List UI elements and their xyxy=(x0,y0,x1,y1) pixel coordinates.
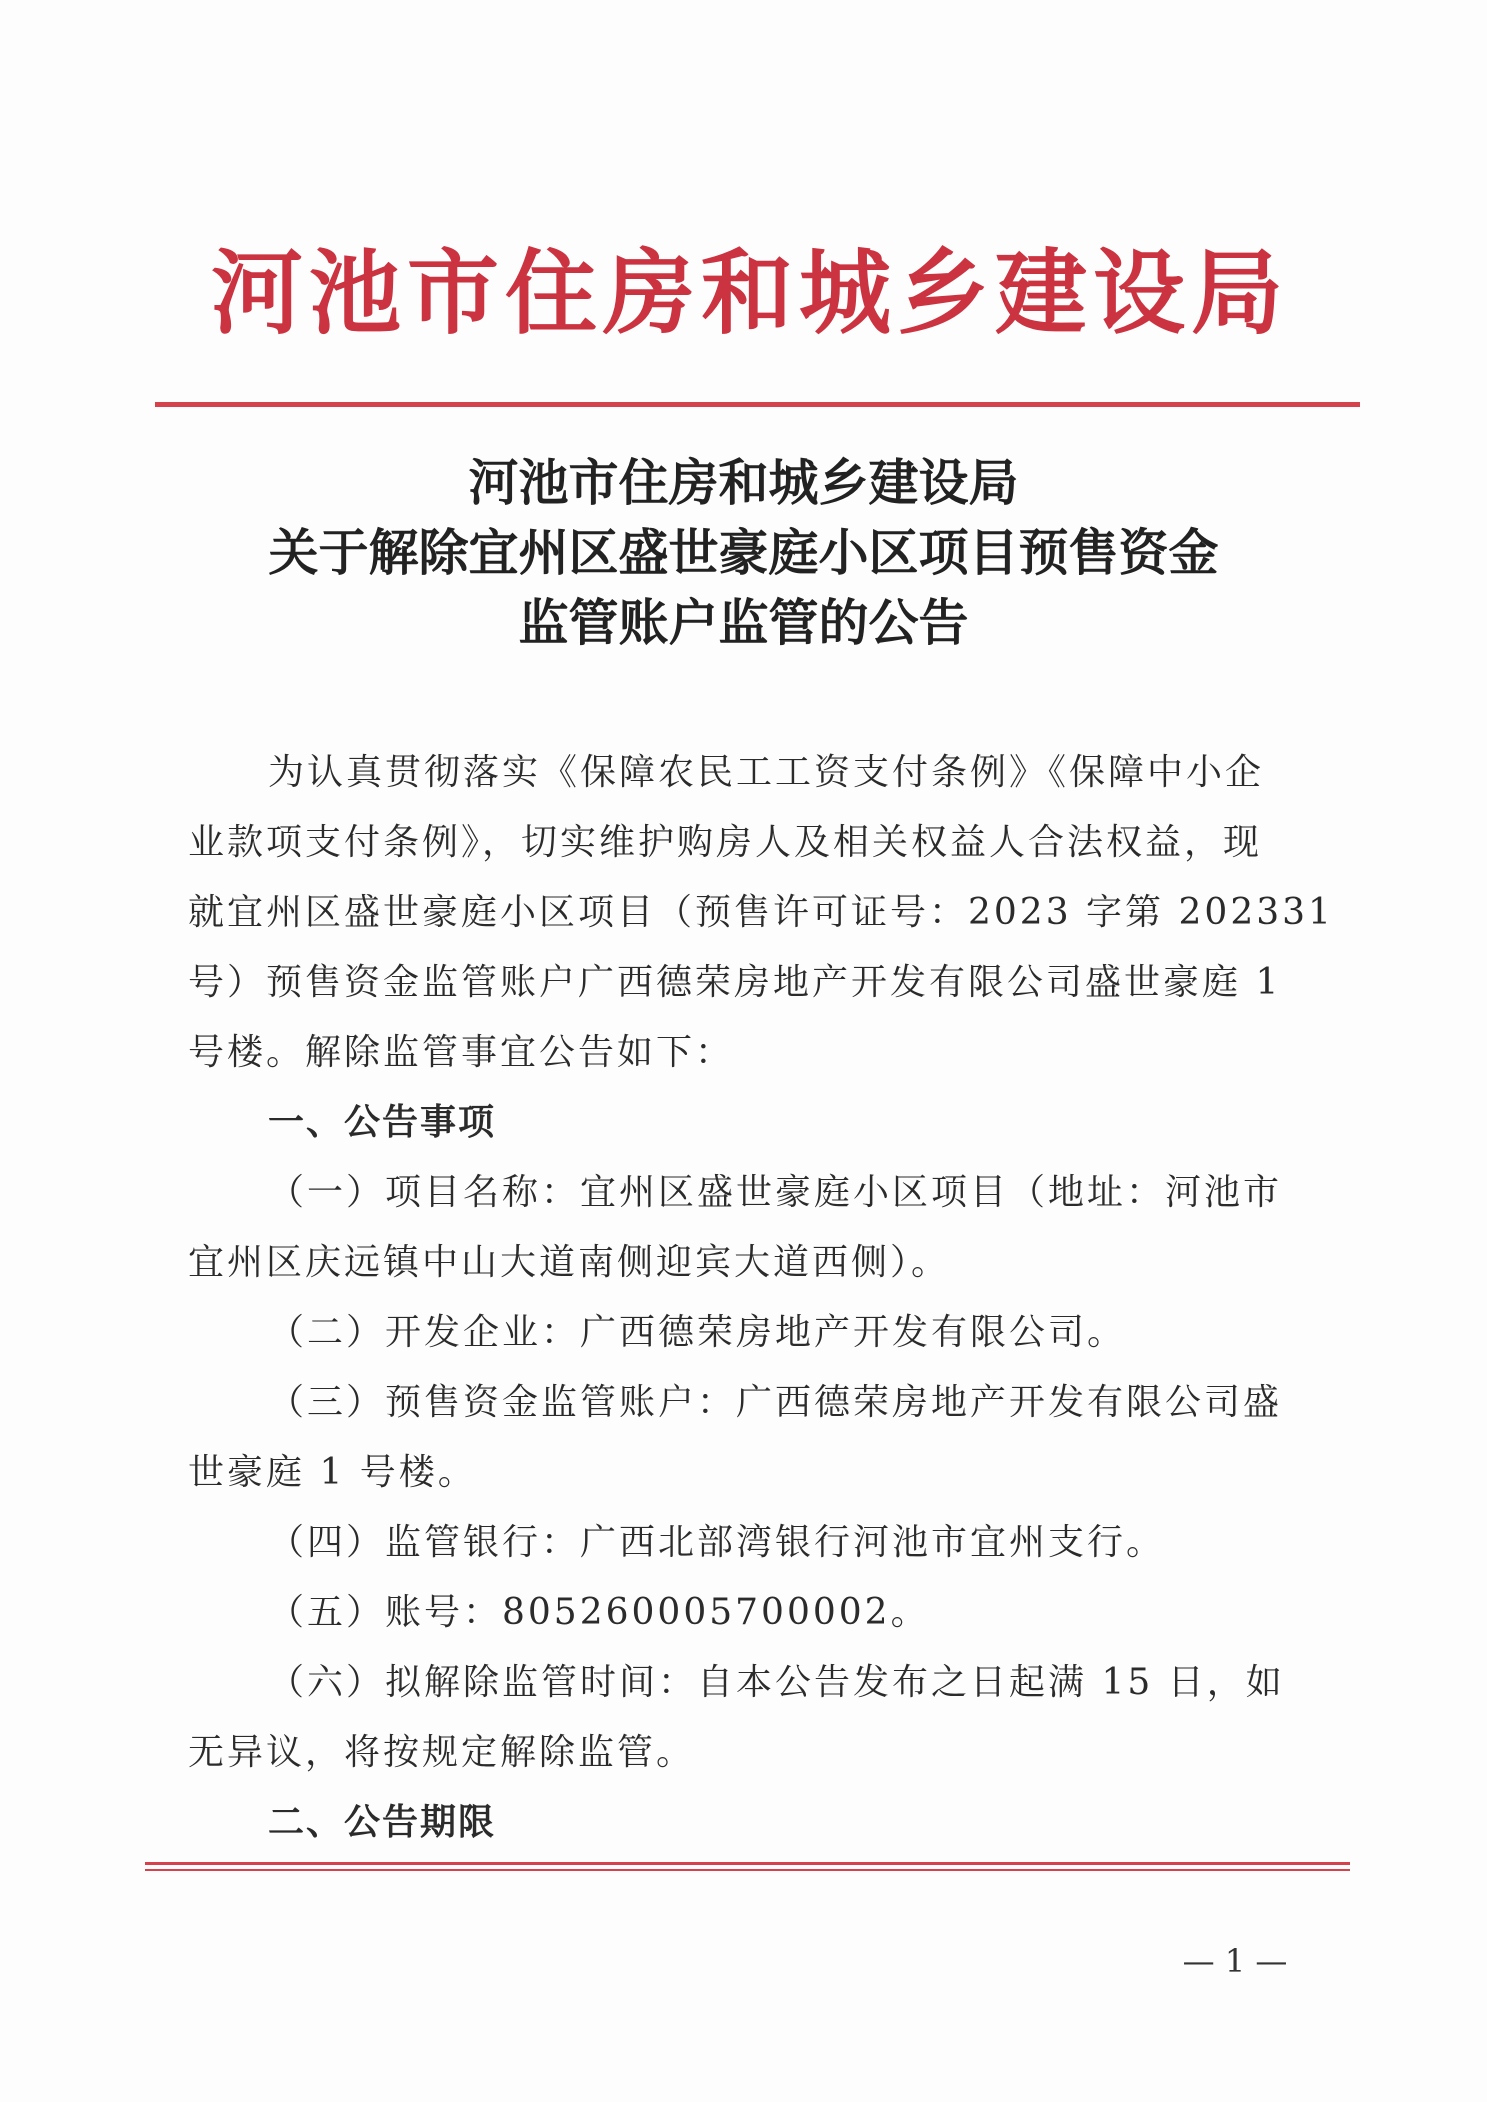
item-4: （四）监管银行：广西北部湾银行河池市宜州支行。 xyxy=(268,1522,1166,1563)
item-5: （五）账号：805260005700002。 xyxy=(268,1592,930,1633)
document-title-line-2: 关于解除宜州区盛世豪庭小区项目预售资金 xyxy=(268,523,1219,582)
intro-line-4: 号）预售资金监管账户广西德荣房地产开发有限公司盛世豪庭 1 xyxy=(188,962,1282,1003)
footer-rule-top xyxy=(145,1862,1350,1865)
intro-line-5: 号楼。解除监管事宜公告如下： xyxy=(188,1032,735,1073)
item-3-line-1: （三）预售资金监管账户：广西德荣房地产开发有限公司盛 xyxy=(268,1382,1283,1423)
item-1-line-1: （一）项目名称：宜州区盛世豪庭小区项目（地址：河池市 xyxy=(268,1172,1283,1213)
item-3-line-2: 世豪庭 1 号楼。 xyxy=(188,1452,477,1493)
intro-line-1: 为认真贯彻落实《保障农民工工资支付条例》《保障中小企 xyxy=(268,752,1265,793)
section-2-heading: 二、公告期限 xyxy=(268,1802,497,1843)
footer-rule-bottom xyxy=(145,1869,1350,1871)
item-6-line-2: 无异议，将按规定解除监管。 xyxy=(188,1732,696,1773)
agency-header: 河池市住房和城乡建设局 xyxy=(210,240,1289,347)
document-title-line-1: 河池市住房和城乡建设局 xyxy=(468,453,1019,512)
intro-line-2: 业款项支付条例》，切实维护购房人及相关权益人合法权益，现 xyxy=(188,822,1263,863)
section-1-heading: 一、公告事项 xyxy=(268,1102,497,1143)
item-1-line-2: 宜州区庆远镇中山大道南侧迎宾大道西侧）。 xyxy=(188,1242,951,1283)
document-title-line-3: 监管账户监管的公告 xyxy=(518,593,969,652)
intro-line-3: 就宜州区盛世豪庭小区项目（预售许可证号：2023 字第 202331 xyxy=(188,892,1334,933)
item-2: （二）开发企业：广西德荣房地产开发有限公司。 xyxy=(268,1312,1127,1353)
header-rule xyxy=(155,402,1360,407)
page-number: — 1 — xyxy=(1182,1942,1288,1980)
item-6-line-1: （六）拟解除监管时间：自本公告发布之日起满 15 日，如 xyxy=(268,1662,1285,1703)
